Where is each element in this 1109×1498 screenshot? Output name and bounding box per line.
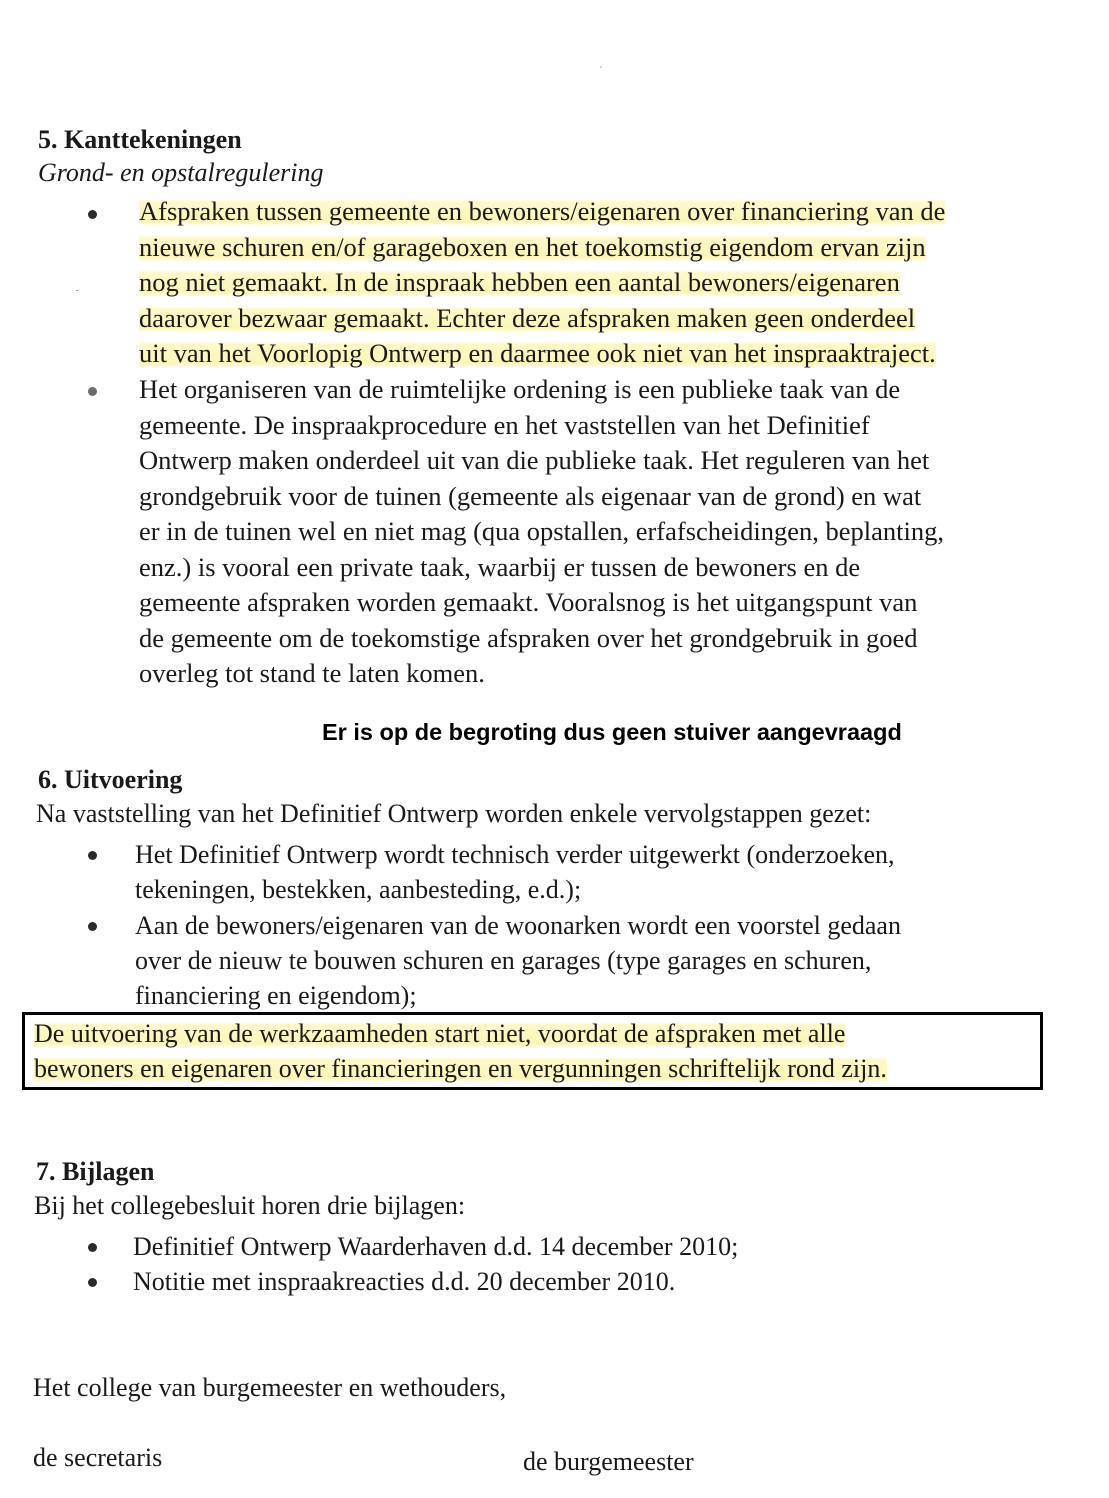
section-6-bullet-2 (135, 908, 901, 1013)
bullet-icon (88, 1278, 97, 1287)
bullet-line: financiering en eigendom); (135, 981, 417, 1010)
bullet-line: Ontwerp maken onderdeel uit van die publieke taak. Het reguleren van het (139, 445, 930, 475)
bullet-line: Het organiseren van de ruimtelijke ordening is een publieke taak van de (139, 374, 901, 404)
bullet-line: over de nieuw te bouwen schuren en garages (type garages en schuren, (135, 946, 872, 975)
section-7-heading: 7. Bijlagen (36, 1157, 155, 1186)
bullet-line: Afspraken tussen gemeente en bewoners/eigenaren over financiering van de (139, 196, 946, 226)
closing-college: Het college van burgemeester en wethouders, (33, 1373, 507, 1402)
section-6-heading: 6. Uitvoering (38, 765, 183, 794)
section-5-heading: 5. Kanttekeningen (38, 125, 242, 154)
bullet-line: de gemeente om de toekomstige afspraken over het grondgebruik in goed (139, 622, 918, 653)
bullet-line: nog niet gemaakt. In de inspraak hebben een aantal bewoners/eigenaren (139, 267, 900, 297)
bullet-line: gemeente. De inspraakprocedure en het vaststellen van het Definitief (139, 409, 870, 440)
bullet-line: enz.) is vooral een private taak, waarbij er tussen de bewoners en de (139, 551, 861, 582)
bullet-line: overleg tot stand te laten komen. (139, 658, 485, 688)
bullet-line: Aan de bewoners/eigenaren van de woonarken wordt een voorstel gedaan (135, 911, 901, 940)
boxed-line: bewoners en eigenaren over financieringen en vergunningen schriftelijk rond zijn. (34, 1054, 887, 1083)
bullet-line: tekeningen, bestekken, aanbesteding, e.d.); (135, 875, 582, 904)
signature-burgemeester: de burgemeester (523, 1447, 694, 1476)
scan-speck (76, 290, 78, 291)
bullet-icon (88, 922, 97, 931)
bullet-line: Het Definitief Ontwerp wordt technisch verder uitgewerkt (onderzoeken, (135, 840, 895, 869)
section-6-bullet-1 (135, 837, 894, 907)
bullet-icon (88, 851, 97, 860)
section-7-intro: Bij het collegebesluit horen drie bijlagen: (34, 1191, 466, 1220)
bullet-icon (88, 387, 97, 396)
section-5-bullet-1 (139, 194, 945, 372)
bullet-line: uit van het Voorlopig Ontwerp en daarmee ook niet van het inspraaktraject. (139, 338, 936, 368)
bullet-line: daarover bezwaar gemaakt. Echter deze afspraken maken geen onderdeel (139, 302, 916, 333)
boxed-line: De uitvoering van de werkzaamheden start niet, voordat de afspraken met alle (34, 1019, 846, 1048)
scan-speck (600, 66, 602, 68)
boxed-statement (34, 1016, 1044, 1086)
section-7-bullet-2: Notitie met inspraakreacties d.d. 20 december 2010. (133, 1267, 676, 1296)
annotation-note: Er is op de begroting dus geen stuiver aangevraagd (322, 719, 902, 745)
bullet-line: nieuwe schuren en/of garageboxen en het toekomstig eigendom ervan zijn (139, 231, 926, 262)
section-6-intro: Na vaststelling van het Definitief Ontwerp worden enkele vervolgstappen gezet: (36, 799, 872, 828)
bullet-icon (88, 210, 97, 219)
signature-secretaris: de secretaris (33, 1443, 163, 1472)
bullet-icon (88, 1243, 97, 1252)
bullet-line: gemeente afspraken worden gemaakt. Vooralsnog is het uitgangspunt van (139, 587, 918, 617)
section-5-subheading: Grond- en opstalregulering (38, 158, 324, 187)
bullet-line: grondgebruik voor de tuinen (gemeente als eigenaar van de grond) en wat (139, 480, 922, 511)
section-7-bullet-1: Definitief Ontwerp Waarderhaven d.d. 14 december 2010; (133, 1232, 739, 1261)
bullet-line: er in de tuinen wel en niet mag (qua opstallen, erfafscheidingen, beplanting, (139, 516, 945, 546)
section-5-bullet-2 (139, 372, 944, 692)
